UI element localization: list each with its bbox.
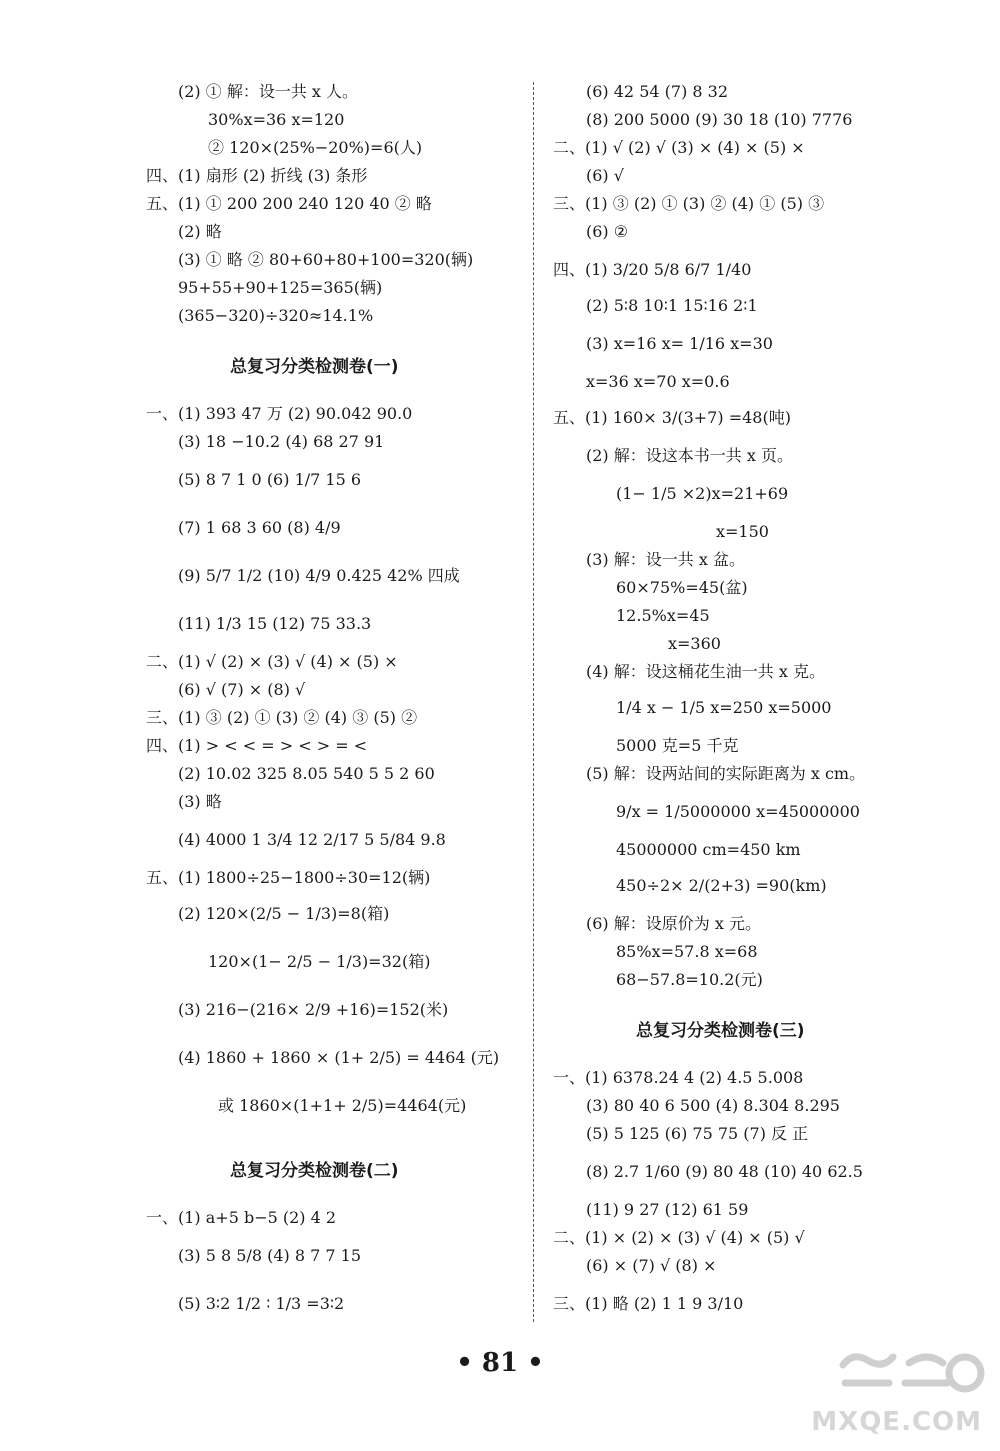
answer-line: 四、(1) 3/20 5/8 6/7 1/40: [553, 260, 752, 279]
answer-line: (2) 解：设这本书一共 x 页。: [586, 446, 793, 465]
answer-line: 45000000 cm=450 km: [616, 840, 801, 859]
answer-line: 二、(1) × (2) × (3) √ (4) × (5) √: [553, 1228, 805, 1247]
answer-line: 或 1860×(1+1+ 2/5)=4464(元): [218, 1096, 467, 1115]
section-title: 总复习分类检测卷(二): [230, 1161, 399, 1181]
answer-line: (8) 200 5000 (9) 30 18 (10) 7776: [586, 110, 853, 129]
answer-line: (3) 80 40 6 500 (4) 8.304 8.295: [586, 1096, 840, 1115]
answer-line: 五、(1) ① 200 200 240 120 40 ② 略: [146, 194, 432, 213]
answer-line: 四、(1) 扇形 (2) 折线 (3) 条形: [146, 166, 368, 185]
answer-line: (2) 10.02 325 8.05 540 5 5 2 60: [178, 764, 435, 783]
answer-line: 85%x=57.8 x=68: [616, 942, 758, 961]
answer-line: 68−57.8=10.2(元): [616, 970, 763, 989]
section-title: 总复习分类检测卷(一): [230, 357, 399, 377]
answer-line: (3) x=16 x= 1/16 x=30: [586, 334, 773, 353]
answer-line: (7) 1 68 3 60 (8) 4/9: [178, 518, 341, 537]
answer-line: (3) 216−(216× 2/9 +16)=152(米): [178, 1000, 449, 1019]
answer-line: x=150: [716, 522, 769, 541]
answer-line: 450÷2× 2/(2+3) =90(km): [616, 876, 827, 895]
answer-line: 9/x = 1/5000000 x=45000000: [616, 802, 860, 821]
section-title: 总复习分类检测卷(三): [636, 1021, 805, 1041]
answer-line: (5) 3∶2 1/2 ∶ 1/3 =3∶2: [178, 1294, 345, 1313]
answer-line: (8) 2.7 1/60 (9) 80 48 (10) 40 62.5: [586, 1162, 863, 1181]
answer-line: x=36 x=70 x=0.6: [586, 372, 730, 391]
answer-line: (4) 1860 + 1860 × (1+ 2/5) = 4464 (元): [178, 1048, 500, 1067]
answer-line: (9) 5/7 1/2 (10) 4/9 0.425 42% 四成: [178, 566, 460, 585]
answer-line: (2) 略: [178, 222, 222, 241]
page-number: • 81 •: [456, 1348, 544, 1378]
answer-line: 60×75%=45(盆): [616, 578, 748, 597]
answer-line: (6) × (7) √ (8) ×: [586, 1256, 717, 1275]
answer-line: 一、(1) 6378.24 4 (2) 4.5 5.008: [553, 1068, 804, 1087]
answer-line: 一、(1) 393 47 万 (2) 90.042 90.0: [146, 404, 413, 423]
answer-line: 95+55+90+125=365(辆): [178, 278, 383, 297]
watermark-text: MXQE.COM: [811, 1407, 982, 1437]
answer-line: 一、(1) a+5 b−5 (2) 4 2: [146, 1208, 337, 1227]
answer-line: 12.5%x=45: [616, 606, 710, 625]
answer-line: (11) 1/3 15 (12) 75 33.3: [178, 614, 372, 633]
answer-line: (6) ②: [586, 222, 629, 241]
answer-line: x=360: [668, 634, 721, 653]
answer-line: (5) 解：设两站间的实际距离为 x cm。: [586, 764, 866, 783]
answer-line: (3) ① 略 ② 80+60+80+100=320(辆): [178, 250, 474, 269]
answer-line: 三、(1) ③ (2) ① (3) ② (4) ③ (5) ②: [146, 708, 418, 727]
answer-line: 四、(1) > < < = > < > = <: [146, 736, 368, 755]
answer-line: 五、(1) 160× 3/(3+7) =48(吨): [553, 408, 791, 427]
answer-line: 30%x=36 x=120: [208, 110, 345, 129]
answer-line: 5000 克=5 千克: [616, 736, 739, 755]
answer-line: 五、(1) 1800÷25−1800÷30=12(辆): [146, 868, 431, 887]
answer-line: 120×(1− 2/5 − 1/3)=32(箱): [208, 952, 431, 971]
answer-line: 三、(1) 略 (2) 1 1 9 3/10: [553, 1294, 744, 1313]
answer-line: (3) 5 8 5/8 (4) 8 7 7 15: [178, 1246, 362, 1265]
answer-line: (6) 解：设原价为 x 元。: [586, 914, 761, 933]
answer-line: 三、(1) ③ (2) ① (3) ② (4) ① (5) ③: [553, 194, 825, 213]
answer-line: (3) 略: [178, 792, 222, 811]
answer-line: (2) 5∶8 10∶1 15∶16 2∶1: [586, 296, 758, 315]
answer-line: 二、(1) √ (2) × (3) √ (4) × (5) ×: [146, 652, 398, 671]
answer-line: 二、(1) √ (2) √ (3) × (4) × (5) ×: [553, 138, 805, 157]
answer-line: (5) 8 7 1 0 (6) 1/7 15 6: [178, 470, 362, 489]
answer-line: (5) 5 125 (6) 75 75 (7) 反 正: [586, 1124, 809, 1143]
column-divider: [533, 82, 534, 1322]
answer-line: (1− 1/5 ×2)x=21+69: [616, 484, 789, 503]
answer-line: (11) 9 27 (12) 61 59: [586, 1200, 749, 1219]
answer-line: (6) √ (7) × (8) √: [178, 680, 306, 699]
answer-line: ② 120×(25%−20%)=6(人): [208, 138, 423, 157]
answer-line: (3) 解：设一共 x 盆。: [586, 550, 745, 569]
answer-line: (6) √: [586, 166, 624, 185]
answer-line: (2) 120×(2/5 − 1/3)=8(箱): [178, 904, 390, 923]
answer-line: (3) 18 −10.2 (4) 68 27 91: [178, 432, 385, 451]
answer-line: (4) 4000 1 3/4 12 2/17 5 5/84 9.8: [178, 830, 446, 849]
answer-line: (2) ① 解：设一共 x 人。: [178, 82, 359, 101]
answer-line: (6) 42 54 (7) 8 32: [586, 82, 729, 101]
answer-line: 1/4 x − 1/5 x=250 x=5000: [616, 698, 832, 717]
answer-line: (4) 解：设这桶花生油一共 x 克。: [586, 662, 825, 681]
answer-line: (365−320)÷320≈14.1%: [178, 306, 374, 325]
